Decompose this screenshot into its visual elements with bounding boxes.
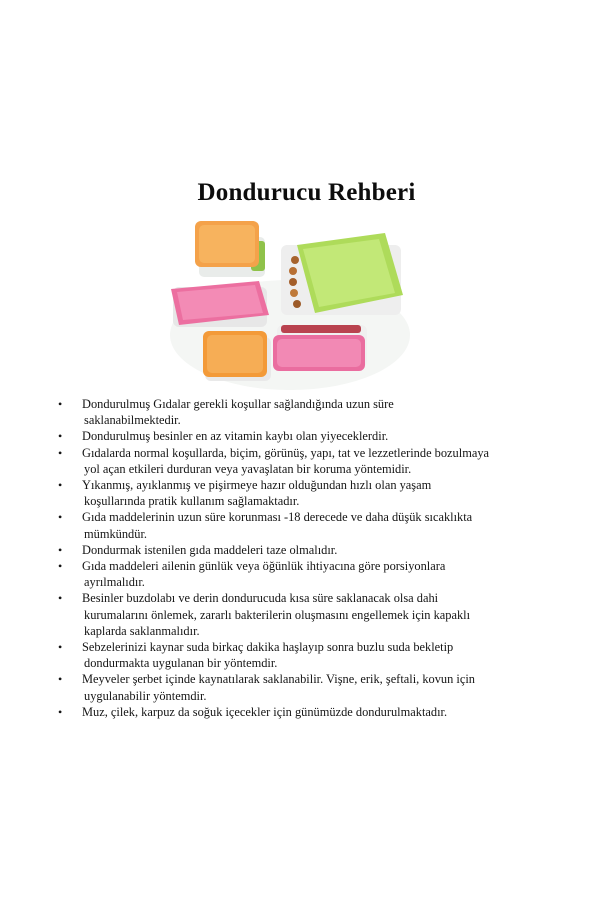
list-item bbox=[58, 477, 578, 509]
bullet-dot: • bbox=[58, 397, 63, 411]
list-item-line: Dondurulmuş besinler en az vitamin kaybı olan yiyeceklerdir. bbox=[82, 429, 389, 444]
bullet-dot: • bbox=[58, 640, 63, 655]
list-item-line: Muz, çilek, karpuz da soğuk içecekler için günümüzde dondurulmaktadır. bbox=[82, 704, 448, 719]
list-item-line: Meyveler şerbet içinde kaynatılarak saklanabilir. Vişne, erik, şeftali, kovun için bbox=[82, 672, 475, 687]
list-item bbox=[58, 542, 578, 558]
bullet-dot: • bbox=[58, 510, 63, 525]
list-item bbox=[58, 445, 578, 477]
bullet-dot: • bbox=[58, 704, 63, 719]
list-item-line: Dondurulmuş Gıdalar gerekli koşullar sağlandığında uzun süre bbox=[82, 397, 394, 411]
list-item-line: dondurmakta uygulanan bir yöntemdir. bbox=[84, 656, 278, 671]
list-item-line: kaplarda saklanmalıdır. bbox=[84, 623, 200, 638]
page-title: Dondurucu Rehberi bbox=[197, 179, 416, 206]
list-item-line: Besinler buzdolabı ve derin dondurucuda kısa süre saklanacak olsa dahi bbox=[82, 591, 439, 606]
list-item-line: koşullarında pratik kullanım sağlamaktadır. bbox=[84, 494, 300, 509]
list-item-line: Yıkanmış, ayıklanmış ve pişirmeye hazır olduğundan hızlı olan yaşam bbox=[82, 478, 432, 493]
list-item-line: Gıda maddeleri ailenin günlük veya öğünlük ihtiyacına göre porsiyonlara bbox=[82, 559, 446, 574]
bullet-dot: • bbox=[58, 478, 63, 493]
bullet-dot: • bbox=[58, 591, 63, 606]
list-item-line: ayrılmalıdır. bbox=[84, 575, 145, 590]
bullet-dot: • bbox=[58, 445, 63, 460]
list-item-line: Dondurmak istenilen gıda maddeleri taze olmalıdır. bbox=[82, 542, 338, 557]
list-item bbox=[58, 509, 578, 541]
list-item bbox=[58, 704, 578, 720]
list-item-line: Gıda maddelerinin uzun süre korunması -18 derecede ve daha düşük sıcaklıkta bbox=[82, 510, 473, 525]
green-container bbox=[281, 233, 403, 315]
orange-container-bottom bbox=[203, 331, 271, 381]
list-item bbox=[58, 671, 578, 703]
bullet-dot: • bbox=[58, 542, 63, 557]
food-containers-illustration bbox=[165, 215, 415, 393]
pink-container-left bbox=[171, 281, 269, 327]
orange-container-top bbox=[195, 221, 265, 277]
bullet-dot: • bbox=[58, 429, 63, 444]
list-item bbox=[58, 558, 578, 590]
list-item-line: mümkündür. bbox=[84, 526, 147, 541]
list-item bbox=[58, 639, 578, 671]
bullet-dot: • bbox=[58, 672, 63, 687]
list-item-line: yol açan etkileri durduran veya yavaşlatan bir koruma yöntemidir. bbox=[84, 461, 412, 476]
list-item bbox=[58, 396, 578, 428]
bullet-list bbox=[58, 396, 578, 720]
bullet-dot: • bbox=[58, 559, 63, 574]
list-item bbox=[58, 590, 578, 639]
list-item-line: Sebzelerinizi kaynar suda birkaç dakika haşlayıp sonra buzlu suda bekletip bbox=[82, 640, 454, 655]
list-item bbox=[58, 428, 578, 444]
list-item-line: Gıdalarda normal koşullarda, biçim, görünüş, yapı, tat ve lezzetlerinde bozulmaya bbox=[82, 445, 490, 460]
list-item-line: kurumalarını önlemek, zararlı bakterilerin oluşmasını engellemek için kapaklı bbox=[84, 607, 471, 622]
list-item-line: uygulanabilir yöntemdir. bbox=[84, 688, 207, 703]
pink-container-right bbox=[273, 325, 367, 371]
list-item-line: saklanabilmektedir. bbox=[84, 413, 181, 428]
